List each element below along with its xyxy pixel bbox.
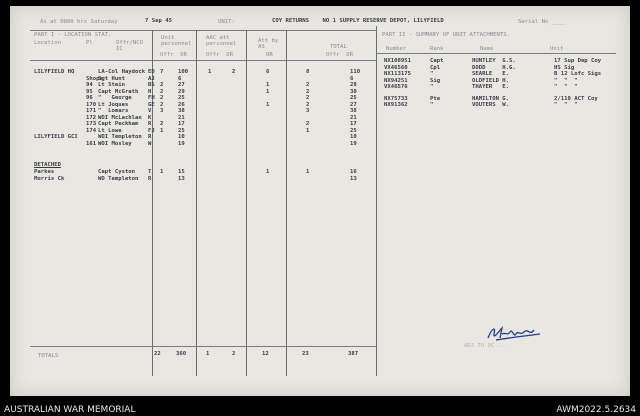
loc-row-tr: 10 <box>350 134 357 140</box>
detached-row-to: 1 <box>306 169 310 175</box>
loc-row-name: Capt Peckham <box>98 121 139 127</box>
loc-row-pl: 171 <box>86 108 97 114</box>
attachment-row-unit: " " " <box>554 102 578 108</box>
loc-row-tr: 110 <box>350 69 361 75</box>
col-total: TOTAL <box>330 44 347 50</box>
attachment-row-rank: Pte <box>430 95 441 102</box>
col-name: Name <box>480 46 494 52</box>
loc-row-uo: 2 <box>160 95 164 101</box>
detached-row-uo: 1 <box>160 169 164 175</box>
loc-row-ab: 1 <box>266 82 270 88</box>
loc-row-ur: 38 <box>178 108 185 114</box>
adjutant-stamp <box>464 341 550 351</box>
attachment-row-unit: 17 Sup Dep Coy <box>554 58 602 64</box>
attachment-row-rank: Capt <box>430 58 444 64</box>
col-att-personnel: AAC att personnel <box>206 35 237 47</box>
total-att-by: 12 <box>262 351 269 357</box>
loc-row-pl: 161 <box>86 140 97 147</box>
loc-row-pl: 172 <box>86 114 97 121</box>
loc-row-loc: LILYFIELD HQ <box>34 69 75 75</box>
part1-top-rule <box>30 30 376 31</box>
loc-row-tr: 27 <box>350 101 357 108</box>
loc-row-to: 2 <box>306 82 310 88</box>
loc-row-ini: FH <box>148 95 155 101</box>
loc-row-pl: 96 <box>86 95 93 101</box>
attachment-row-name: THAYER E. <box>472 84 510 90</box>
col-rank: Rank <box>430 46 444 52</box>
loc-row-uo: 2 <box>160 101 164 108</box>
loc-row-ab: 1 <box>266 88 270 95</box>
attachment-row-name: HUNTLEY G.S. <box>472 58 516 64</box>
loc-row-pl: 95 <box>86 88 93 95</box>
part1-title: PART I - LOCATION STAT. <box>34 32 112 38</box>
loc-row-to: 2 <box>306 101 310 108</box>
detached-row-ab: 1 <box>266 169 270 175</box>
loc-row-to: 8 <box>306 69 310 75</box>
loc-row-name: LA-Col Haydock <box>98 69 146 75</box>
detached-label: DETACHED <box>34 162 61 168</box>
part2-header-rule <box>376 53 616 54</box>
loc-row-pl: 94 <box>86 82 93 88</box>
loc-row-pl: 170 <box>86 101 97 108</box>
loc-row-ar: 2 <box>232 69 236 75</box>
loc-row-name: Capt McGrath <box>98 88 139 95</box>
total-att-offr: 1 <box>206 351 210 357</box>
loc-row-name: WOI Mosley <box>98 140 132 147</box>
col-divider <box>286 30 287 376</box>
attachment-row-number: NX108951 <box>384 58 411 64</box>
attachment-row-name: OLDFIELD H. <box>472 77 510 84</box>
stamp-text: ADJ TO OC ... <box>464 343 508 349</box>
totals-rule <box>30 346 376 347</box>
attachment-row-number: NX75733 <box>384 95 408 102</box>
detached-row-tr: 13 <box>350 175 357 182</box>
part2-title: PART II - SUMMARY OF UNIT ATTACHMENTS. <box>382 32 510 38</box>
loc-row-name: Lt Lowe <box>98 127 122 134</box>
col-unit: Unit <box>550 46 564 52</box>
loc-row-ur: 21 <box>178 114 185 121</box>
serial-no: Serial No ____ <box>518 19 566 25</box>
attachment-row-name: DODD H.G. <box>472 64 516 71</box>
total-unit-offr: 22 <box>154 351 161 357</box>
loc-row-uo: 2 <box>160 88 164 95</box>
detached-row-ini: T <box>148 169 152 175</box>
loc-row-ur: 19 <box>178 140 185 147</box>
attachment-row-number: NX113175 <box>384 71 411 77</box>
attachment-row-rank: " <box>430 71 434 77</box>
col-unit-personnel: Unit personnel <box>161 35 192 47</box>
col-offr-or-2: Offr OR <box>206 52 233 58</box>
total-unit-or: 360 <box>176 351 187 357</box>
attachment-row-number: NX91362 <box>384 102 408 108</box>
loc-row-ao: 1 <box>208 69 212 75</box>
unit-name: COY RETURNS NO 1 SUPPLY RESERVE DEPOT, LILYFIELD <box>272 18 444 24</box>
loc-row-ur: 6 <box>178 75 182 82</box>
loc-row-ini: R <box>148 121 152 127</box>
col-divider <box>196 30 197 376</box>
loc-row-tr: 17 <box>350 121 357 127</box>
detached-row-loc: Parkes <box>34 169 55 175</box>
archive-ref: AWM2022.5.2634 <box>556 405 636 415</box>
loc-row-tr: 6 <box>350 75 354 82</box>
loc-row-uo: 2 <box>160 82 164 88</box>
col-offr-nco: Offr/NCO IC <box>116 40 143 52</box>
loc-row-ur: 25 <box>178 127 185 134</box>
loc-row-name: WOI Templeton <box>98 134 142 140</box>
loc-row-to: 3 <box>306 108 310 114</box>
loc-row-pl: Shops <box>86 75 103 82</box>
attachment-row-rank: " <box>430 84 434 90</box>
total-or: 387 <box>348 351 359 357</box>
loc-row-tr: 25 <box>350 95 357 101</box>
loc-row-name: " George <box>98 95 132 101</box>
loc-row-ur: 26 <box>178 101 185 108</box>
attachment-row-rank: Sig <box>430 77 441 84</box>
loc-row-name: " Lomars <box>98 108 129 114</box>
loc-row-ini: BS <box>148 82 155 88</box>
archive-name: AUSTRALIAN WAR MEMORIAL <box>4 405 136 415</box>
document-sheet <box>10 6 630 396</box>
loc-row-pl: 173 <box>86 121 97 127</box>
loc-row-ini: R <box>148 134 152 140</box>
loc-row-ur: 25 <box>178 95 185 101</box>
as-at-label: As at 0800 hrs Saturday <box>40 19 118 25</box>
totals-label: TOTALS <box>38 353 59 359</box>
loc-row-to: 2 <box>306 95 310 101</box>
return-date: 7 Sep 45 <box>145 18 172 24</box>
detached-row-ini: R <box>148 175 152 182</box>
loc-row-name: Lt Joques <box>98 101 129 108</box>
loc-row-ini: H <box>148 88 152 95</box>
loc-row-ab: 1 <box>266 101 270 108</box>
loc-row-uo: 7 <box>160 69 164 75</box>
detached-row-ur: 15 <box>178 169 185 175</box>
loc-row-name: WOI McLachlan <box>98 114 142 121</box>
attachment-row-unit: B 12 Lofc Sigs <box>554 71 602 77</box>
attachment-row-number: VX46576 <box>384 84 408 90</box>
loc-row-tr: 21 <box>350 114 357 121</box>
loc-row-uo: 1 <box>160 127 164 134</box>
loc-row-tr: 25 <box>350 127 357 134</box>
loc-row-ab: 6 <box>266 69 270 75</box>
total-offr: 23 <box>302 351 309 357</box>
col-divider <box>246 30 247 376</box>
detached-row-ur: 13 <box>178 175 185 182</box>
detached-row-name: Capt Cyston <box>98 169 136 175</box>
detached-row-name: WO Templeton <box>98 175 139 182</box>
detached-row-tr: 16 <box>350 169 357 175</box>
attachment-row-unit: " " " <box>554 77 578 84</box>
col-divider <box>376 26 377 376</box>
attachment-row-number: NX94251 <box>384 77 408 84</box>
footer-bar <box>0 400 640 416</box>
loc-row-to: 2 <box>306 88 310 95</box>
loc-row-tr: 30 <box>350 88 357 95</box>
col-pl: Pl <box>86 40 93 46</box>
col-offr-or-1: Offr OR <box>160 52 187 58</box>
loc-row-to: 1 <box>306 127 310 134</box>
loc-row-tr: 38 <box>350 108 357 114</box>
attachment-row-number: VX46560 <box>384 64 408 71</box>
loc-row-ini: V <box>148 108 152 114</box>
loc-row-pl: 174 <box>86 127 97 134</box>
col-or: OR <box>266 52 273 58</box>
loc-row-ini: W <box>148 140 152 147</box>
loc-row-name: Sgt Hunt <box>98 75 125 82</box>
attachment-row-rank: Cpl <box>430 64 441 71</box>
detached-row-loc: Morris Ck <box>34 175 65 182</box>
attachment-row-name: HAMILTON G. <box>472 95 510 102</box>
loc-row-ini: GE <box>148 101 155 108</box>
loc-row-ur: 27 <box>178 82 185 88</box>
loc-row-ur: 100 <box>178 69 189 75</box>
col-location: Location <box>34 40 61 46</box>
attachment-row-rank: " <box>430 102 434 108</box>
col-offr-or-3: Offr OR <box>326 52 353 58</box>
attachment-row-unit: HS Sig <box>554 64 575 71</box>
unit-label: UNIT: <box>218 19 235 25</box>
attachment-row-name: SEARLE E. <box>472 71 510 77</box>
attachment-row-unit: 2/110 ACT Coy <box>554 95 598 102</box>
loc-row-ur: 10 <box>178 134 185 140</box>
loc-row-uo: 2 <box>160 121 164 127</box>
loc-row-ini: AJ <box>148 75 155 82</box>
loc-row-uo: 3 <box>160 108 164 114</box>
loc-row-ini: ED <box>148 69 155 75</box>
col-att-by: Att by AS <box>258 38 279 50</box>
total-att-or: 2 <box>232 351 236 357</box>
loc-row-ur: 29 <box>178 88 185 95</box>
loc-row-to: 2 <box>306 121 310 127</box>
loc-row-ini: K <box>148 114 152 121</box>
loc-row-ini: FJ <box>148 127 155 134</box>
loc-row-ur: 17 <box>178 121 185 127</box>
loc-row-tr: 28 <box>350 82 357 88</box>
attachment-row-unit: " " " <box>554 84 578 90</box>
loc-row-tr: 19 <box>350 140 357 147</box>
loc-row-name: Lt Stein <box>98 82 125 88</box>
attachment-row-name: VOUTERS W. <box>472 102 510 108</box>
part1-header-rule <box>30 60 376 61</box>
loc-row-loc: LILYFIELD GCI <box>34 134 78 140</box>
col-number: Number <box>386 46 407 52</box>
